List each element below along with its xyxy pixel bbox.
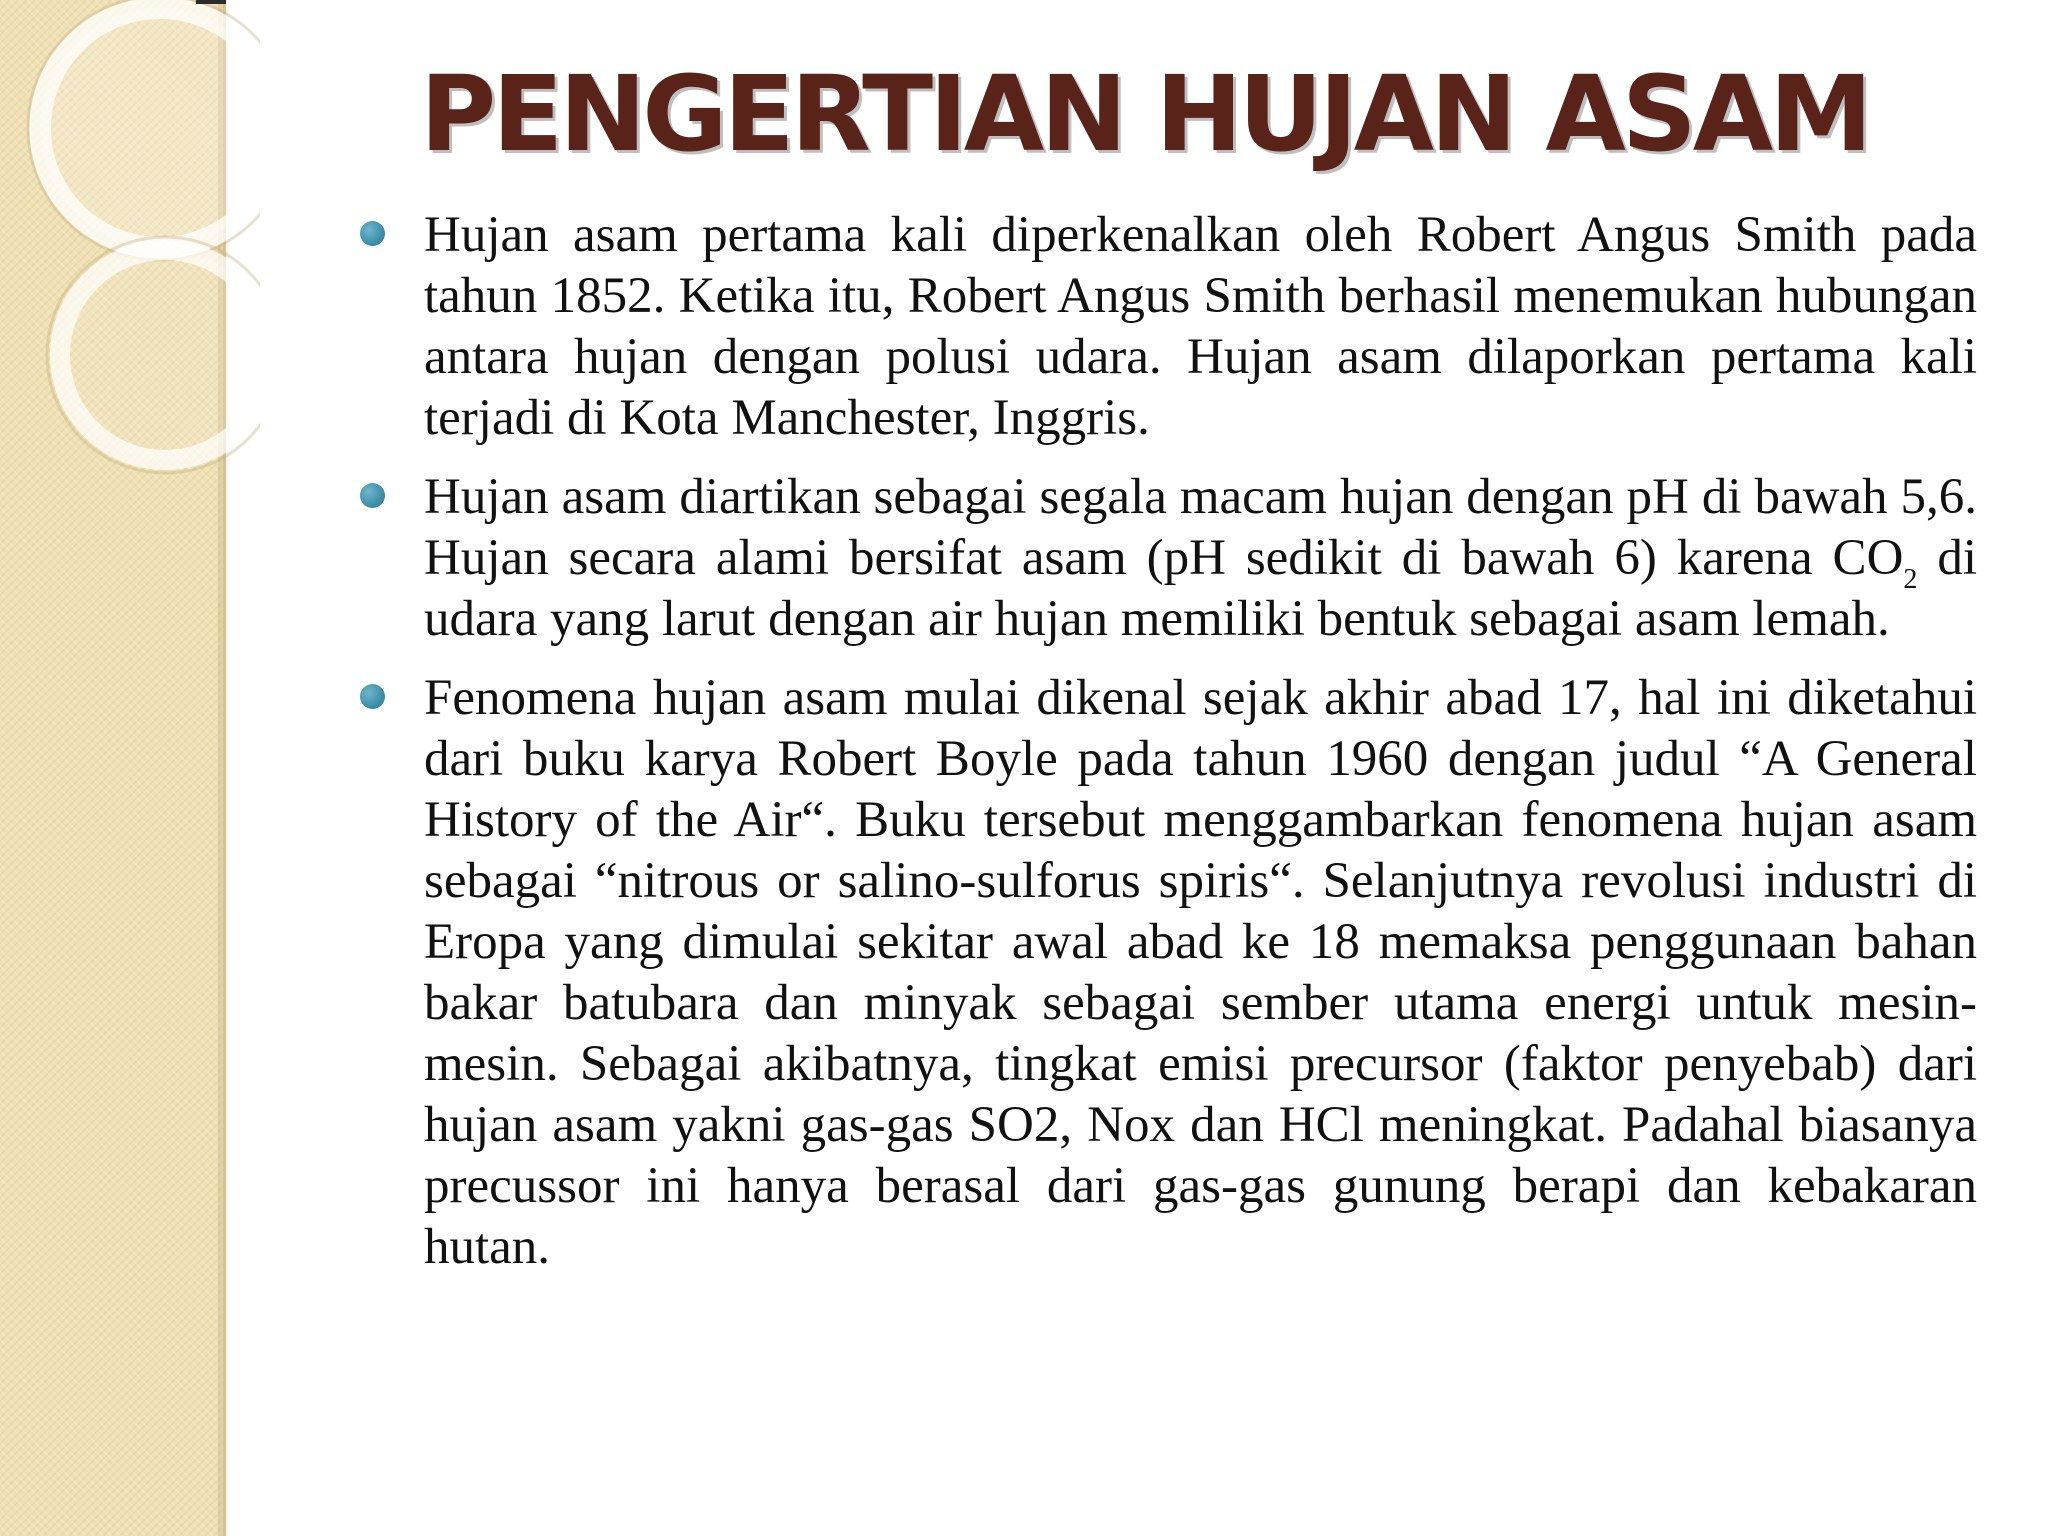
list-item [360,467,1977,650]
bullet-text: Fenomena hujan asam mulai dikenal sejak akhir abad 17, hal ini diketahui dari buku karya Robert Boyle pada tahun 1960 dengan judul “A General History of the Air“. Buku tersebut menggambarkan fenomena hujan asam sebagai “nitrous or salino-sulforus spiris“. Selanjutnya revolusi industri di Eropa yang dimulai sekitar awal abad ke 18 memaksa penggunaan bahan bakar batubara dan minyak sebagai sember utama energi untuk mesin-mesin. Sebagai akibatnya, tingkat emisi precursor (faktor penyebab) dari hujan asam yakni gas-gas SO2, Nox dan HCl meningkat. Padahal biasanya precussor ini hanya berasal dari gas-gas gunung berapi dan kebakaran hutan. [424,670,1977,1275]
corner-accent [196,0,226,4]
subscript-text: 2 [1903,564,1918,595]
bullet-text-part: di udara yang larut dengan air hujan memiliki bentuk sebagai asam lemah. [424,530,1977,647]
bullet-text: Hujan asam pertama kali diperkenalkan oleh Robert Angus Smith pada tahun 1852. Ketika itu, Robert Angus Smith berhasil menemukan hubungan antara hujan dengan polusi udara. Hujan asam dilaporkan pertama kali terjadi di Kota Manchester, Inggris. [424,207,1977,446]
bullet-text [424,467,1977,650]
bullet-icon [360,221,385,246]
bullet-icon [360,684,385,709]
list-item [360,668,1977,1278]
bullet-text-part: Hujan asam diartikan sebagai segala macam hujan dengan pH di bawah 5,6. Hujan secara alami bersifat asam (pH sedikit di bawah 6) karena CO [424,469,1977,586]
bullet-icon [360,483,385,508]
decorative-rings [0,0,260,520]
list-item [360,205,1977,449]
slide-title: PENGERTIAN HUJAN ASAM [420,53,1869,175]
bullet-list [360,205,1977,1296]
